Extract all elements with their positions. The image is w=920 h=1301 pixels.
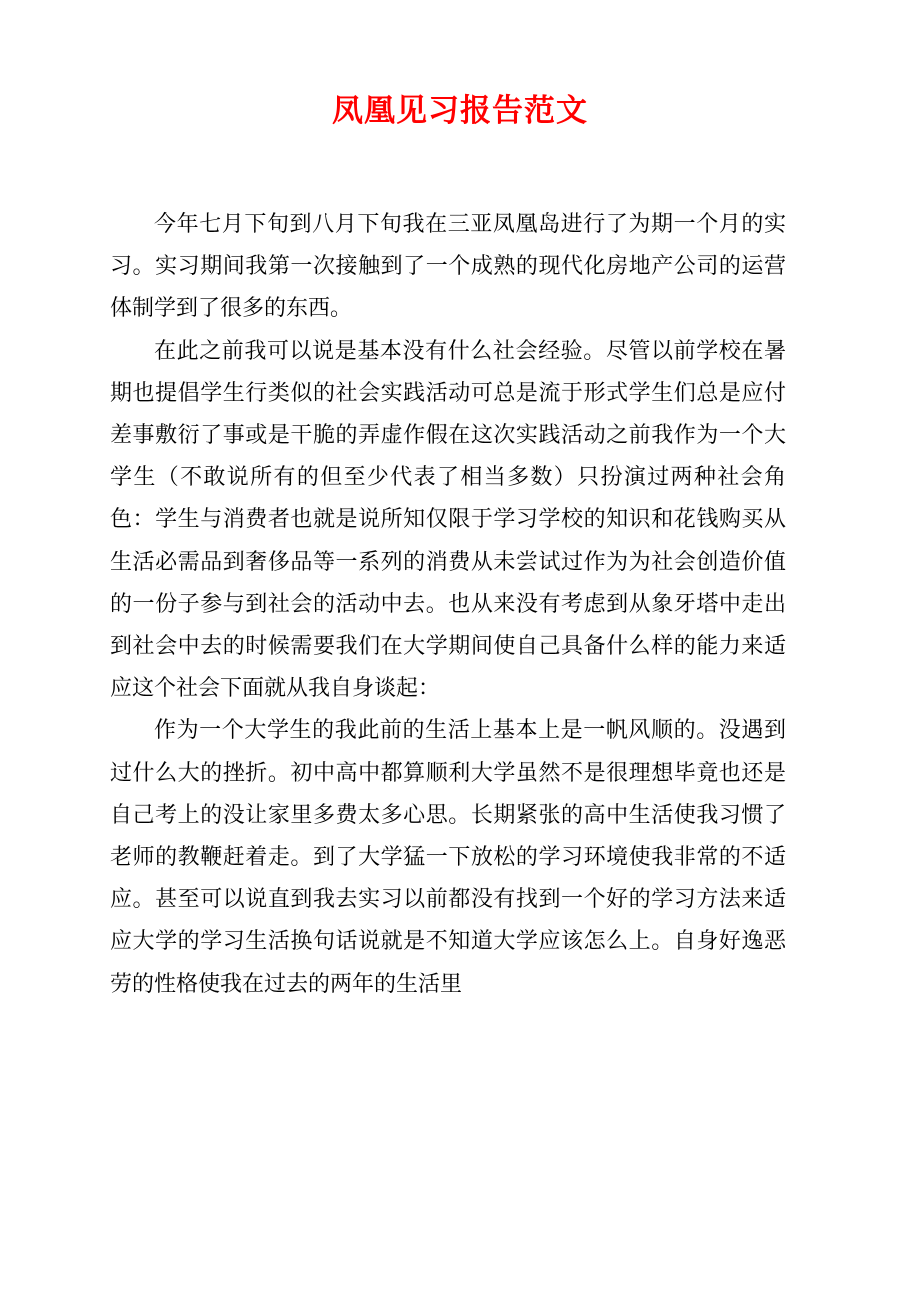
document-title: 凤凰见习报告范文 [332, 93, 588, 129]
document-body [110, 204, 786, 1006]
paragraph-3: 作为一个大学生的我此前的生活上基本上是一帆风顺的。没遇到过什么大的挫折。初中高中都算顺利大学虽然不是很理想毕竟也还是自己考上的没让家里多费太多心思。长期紧张的高中生活使我习惯了老师的教鞭赶着走。到了大学猛一下放松的学习环境使我非常的不适应。甚至可以说直到我去实习以前都没有找到一个好的学习方法来适应大学的学习生活换句话说就是不知道大学应该怎么上。自身好逸恶劳的性格使我在过去的两年的生活里 [110, 718, 786, 997]
paragraph-2: 在此之前我可以说是基本没有什么社会经验。尽管以前学校在暑期也提倡学生行类似的社会实践活动可总是流于形式学生们总是应付差事敷衍了事或是干脆的弄虚作假在这次实践活动之前我作为一个大学生（不敢说所有的但至少代表了相当多数）只扮演过两种社会角色：学生与消费者也就是说所知仅限于学习学校的知识和花钱购买从生活必需品到奢侈品等一系列的消费从未尝试过作为为社会创造价值的一份子参与到社会的活动中去。也从来没有考虑到从象牙塔中走出到社会中去的时候需要我们在大学期间使自己具备什么样的能力来适应这个社会下面就从我自身谈起： [110, 338, 786, 702]
paragraph-1: 今年七月下旬到八月下旬我在三亚凤凰岛进行了为期一个月的实习。实习期间我第一次接触到了一个成熟的现代化房地产公司的运营体制学到了很多的东西。 [110, 212, 786, 322]
